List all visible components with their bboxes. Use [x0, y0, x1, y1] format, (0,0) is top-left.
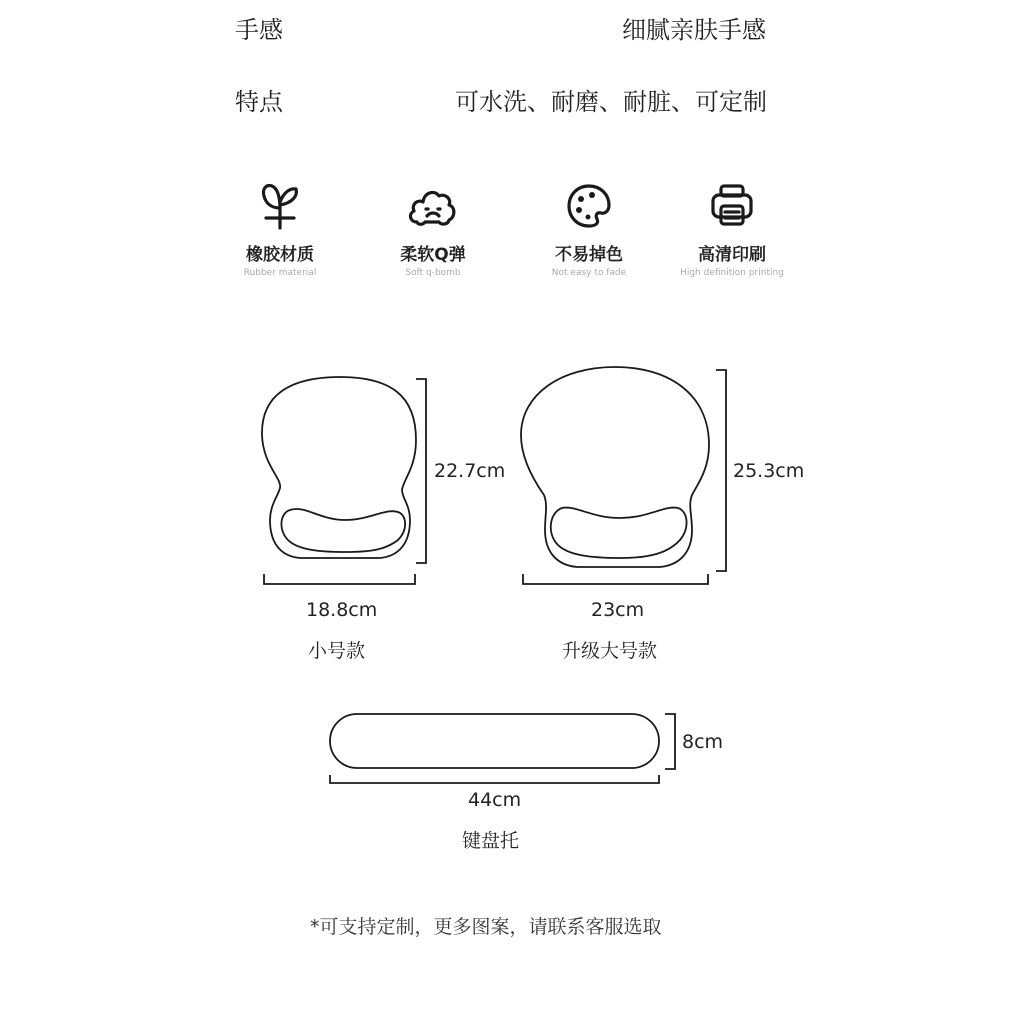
feature-subtitle: Not easy to fade [551, 268, 627, 278]
large-height-label: 25.3cm [733, 460, 805, 482]
small-height-dimension-line [416, 379, 426, 563]
small-pad-wrist-rest [281, 509, 405, 552]
large-height-dimension-line [716, 370, 726, 571]
keyboard-height-label: 8cm [682, 731, 724, 753]
spec-label-feel: 手感 [235, 16, 283, 44]
spec-value-features: 可水洗、耐磨、耐脏、可定制 [455, 88, 767, 116]
feature-subtitle: Rubber material [243, 268, 317, 278]
footnote: *可支持定制，更多图案，请联系客服选取 [310, 916, 662, 938]
spec-value-feel: 细腻亲肤手感 [622, 16, 766, 44]
small-width-label: 18.8cm [306, 599, 378, 621]
feature-title: 橡胶材质 [246, 245, 314, 265]
small-product-name: 小号款 [308, 640, 366, 662]
keyboard-width-label: 44cm [468, 789, 522, 811]
small-width-dimension-line [264, 574, 415, 584]
feature-title: 高清印刷 [698, 245, 766, 265]
large-width-dimension-line [523, 574, 708, 584]
large-pad-wrist-rest [551, 508, 687, 558]
keyboard-width-dimension-line [330, 775, 659, 783]
keyboard-height-dimension-line [665, 714, 675, 769]
feature-subtitle: Soft q-bomb [405, 268, 461, 278]
small-pad-outline [262, 377, 416, 558]
small-height-label: 22.7cm [434, 460, 506, 482]
feature-title: 不易掉色 [555, 245, 623, 265]
feature-title: 柔软Q弹 [400, 245, 466, 265]
large-width-label: 23cm [591, 599, 645, 621]
spec-label-features: 特点 [235, 88, 283, 116]
keyboard-rest-outline [330, 714, 659, 768]
keyboard-product-name: 键盘托 [462, 830, 520, 852]
large-pad-outline [521, 367, 709, 567]
large-product-name: 升级大号款 [562, 640, 658, 662]
feature-subtitle: High definition printing [680, 268, 784, 278]
